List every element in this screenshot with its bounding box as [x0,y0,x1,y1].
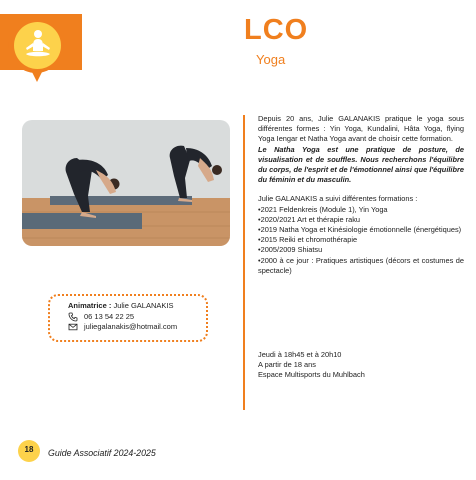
yoga-photo [22,120,230,246]
footer-text: Guide Associatif 2024-2025 [48,448,156,458]
contact-label: Animatrice : [68,301,112,310]
page-number: 18 [24,445,34,454]
list-item: •2000 à ce jour : Pratiques artistiques (décors et costumes de spectacle) [258,255,464,275]
intro-paragraph: Depuis 20 ans, Julie GALANAKIS pratique le yoga sous différentes formes : Yin Yoga, Kundalini, Hâta Yoga, flying Yoga Iengar et Natha Yoga avant de choisir cette formation. [258,114,464,144]
list-item: •2005/2009 Shiatsu [258,245,323,255]
schedule-time: Jeudi à 18h45 et à 20h10 [258,350,342,359]
contact-box [48,294,208,342]
list-item: •2015 Reiki et chromothérapie [258,235,358,245]
schedule [258,350,464,381]
list-item: •2020/2021 Art et thérapie raku [258,214,361,224]
contact-email-row [68,322,206,333]
contact-name-row [68,301,206,312]
description [258,114,464,276]
email-icon [68,322,78,332]
contact-name: Julie GALANAKIS [113,301,174,310]
training-list [258,205,464,276]
contact-phone-row [68,312,206,323]
list-item: •2019 Natha Yoga et Kinésiologie émotionnelle (énergétiques) [258,225,462,235]
highlight-paragraph: Le Natha Yoga est une pratique de posture, de visualisation et de souffles. Nous recherchons l'équilibre du corps, de l'esprit et de l'émotionnel ainsi que l'équilibre du féminin et du masculin. [258,144,464,185]
contact-phone[interactable]: 06 13 54 22 25 [84,311,135,321]
phone-icon [68,312,78,322]
list-item: •2021 Feldenkreis (Module 1), Yin Yoga [258,204,388,214]
meditation-person-icon [18,26,58,66]
column-divider [243,115,245,410]
schedule-age: A partir de 18 ans [258,360,316,370]
page-title: LCO [244,14,309,46]
contact-email[interactable]: juliegalanakis@hotmail.com [84,322,178,331]
page-subtitle: Yoga [256,52,286,67]
schedule-place: Espace Multisports du Muhlbach [258,370,365,380]
training-title: Julie GALANAKIS a suivi différentes formations : [258,194,418,204]
